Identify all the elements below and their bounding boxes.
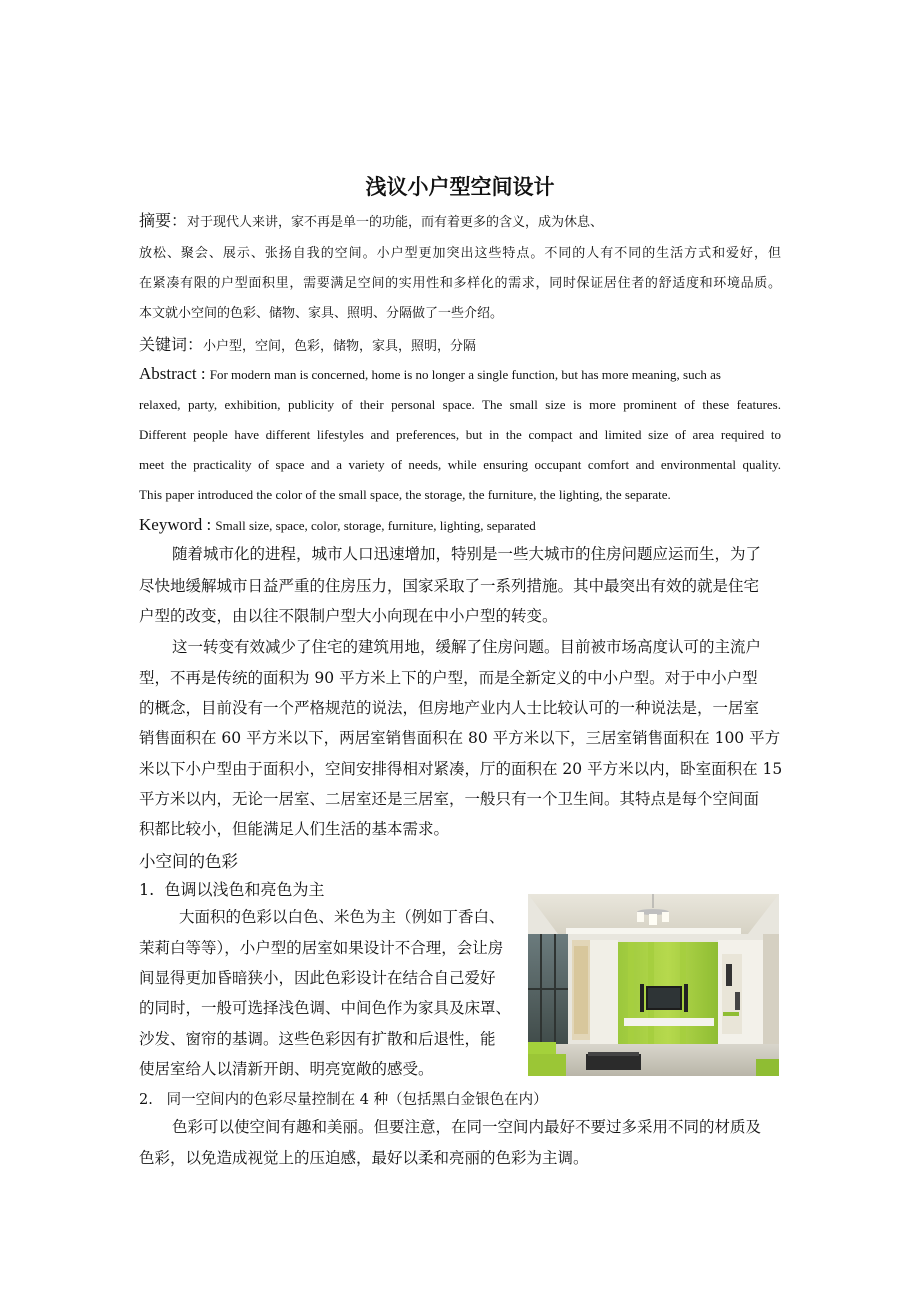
- subheading-1-text: 色调以浅色和亮色为主: [164, 880, 325, 899]
- keywords-en-text: Small size, space, color, storage, furniture, lighting, separated: [215, 518, 536, 533]
- para2-line-3: 的概念，目前没有一个严格规范的说法，但房地产业内人士比较认可的一种说法是，一居室: [139, 699, 760, 717]
- para4-line-1: 色彩可以使空间有趣和美丽。但要注意，在同一空间内最好不要过多采用不同的材质及: [172, 1118, 762, 1136]
- para2-line-7: 积都比较小，但能满足人们生活的基本需求。: [139, 820, 450, 838]
- abstract-en-line-3: Different people have different lifestyles and preferences, but in the compact and limited size of area required to: [139, 427, 781, 442]
- keywords-en: [139, 516, 536, 536]
- para2-line-6: 平方米以内，无论一居室、二居室还是三居室，一般只有一个卫生间。其特点是每个空间面: [139, 790, 760, 808]
- para3-line-5: 沙发、窗帘的基调。这些色彩因有扩散和后退性，能: [139, 1030, 496, 1048]
- keywords-cn: [139, 336, 476, 356]
- para4-line-2: 色彩，以免造成视觉上的压迫感，最好以柔和亮丽的色彩为主调。: [139, 1149, 589, 1167]
- para2-line-1: 这一转变有效减少了住宅的建筑用地，缓解了住房问题。目前被市场高度认可的主流户: [172, 638, 762, 656]
- section-heading: 小空间的色彩: [139, 852, 238, 871]
- abstract-cn-label: 摘要：: [139, 211, 188, 230]
- para3-line-3: 间显得更加昏暗狭小，因此色彩设计在结合自己爱好: [139, 969, 496, 987]
- subheading-1-number: 1.: [139, 880, 155, 899]
- keywords-cn-text: 小户型，空间，色彩，储物，家具，照明，分隔: [203, 339, 477, 354]
- abstract-en-label: Abstract :: [139, 364, 206, 383]
- para1-line-1: 随着城市化的进程，城市人口迅速增加，特别是一些大城市的住房问题应运而生，为了: [172, 545, 762, 563]
- abstract-en-text-1: For modern man is concerned, home is no longer a single function, but has more meaning, such as: [209, 367, 721, 382]
- para2-line-5: 米以下小户型由于面积小，空间安排得相对紧凑，厅的面积在 20 平方米以内，卧室面积在 15: [139, 760, 783, 778]
- keywords-en-label: Keyword :: [139, 515, 212, 534]
- para3-line-2: 茉莉白等等），小户型的居室如果设计不合理，会让房: [139, 939, 504, 957]
- para3-line-1: 大面积的色彩以白色、米色为主（例如丁香白、: [179, 908, 505, 926]
- abstract-en-line-1: [139, 365, 721, 385]
- para1-line-3: 户型的改变，由以往不限制户型大小向现在中小户型的转变。: [139, 607, 558, 625]
- para3-line-6: 使居室给人以清新开朗、明亮宽敞的感受。: [139, 1060, 434, 1078]
- para2-line-2: 型，不再是传统的面积为 90 平方米上下的户型，而是全新定义的中小户型。对于中小户型: [139, 669, 758, 687]
- subheading-2-text: 同一空间内的色彩尽量控制在 4 种（包括黑白金银色在内）: [166, 1092, 548, 1108]
- abstract-en-line-4: meet the practicality of space and a variety of needs, while ensuring occupant comfort and environmental quality.: [139, 457, 781, 472]
- para3-line-4: 的同时，一般可选择浅色调、中间色作为家具及床罩、: [139, 999, 512, 1017]
- subheading-2: [139, 1088, 548, 1109]
- abstract-cn-text-1: 对于现代人来讲，家不再是单一的功能，而有着更多的含义，成为休息、: [187, 215, 604, 230]
- abstract-cn-line-1: [139, 212, 603, 232]
- para1-line-2: 尽快地缓解城市日益严重的住房压力，国家采取了一系列措施。其中最突出有效的就是住宅: [139, 577, 760, 595]
- para2-line-4: 销售面积在 60 平方米以下，两居室销售面积在 80 平方米以下，三居室销售面积在 100 平方: [139, 729, 781, 747]
- abstract-cn-line-2: 放松、聚会、展示、张扬自我的空间。小户型更加突出这些特点。不同的人有不同的生活方式和爱好，但: [139, 246, 781, 261]
- abstract-en-line-2: relaxed, party, exhibition, publicity of their personal space. The small size is more prominent of these features.: [139, 397, 781, 412]
- abstract-cn-line-4: 本文就小空间的色彩、储物、家具、照明、分隔做了一些介绍。: [139, 306, 504, 321]
- subheading-1: [139, 877, 324, 900]
- subheading-2-number: 2.: [139, 1092, 153, 1108]
- abstract-cn-line-3: 在紧凑有限的户型面积里，需要满足空间的实用性和多样化的需求，同时保证居住者的舒适度和环境品质。: [139, 276, 781, 291]
- keywords-cn-label: 关键词：: [139, 335, 204, 354]
- living-room-photo: [528, 894, 779, 1076]
- page-title: 浅议小户型空间设计: [365, 175, 555, 199]
- abstract-en-line-5: This paper introduced the color of the small space, the storage, the furniture, the lighting, the separate.: [139, 487, 671, 502]
